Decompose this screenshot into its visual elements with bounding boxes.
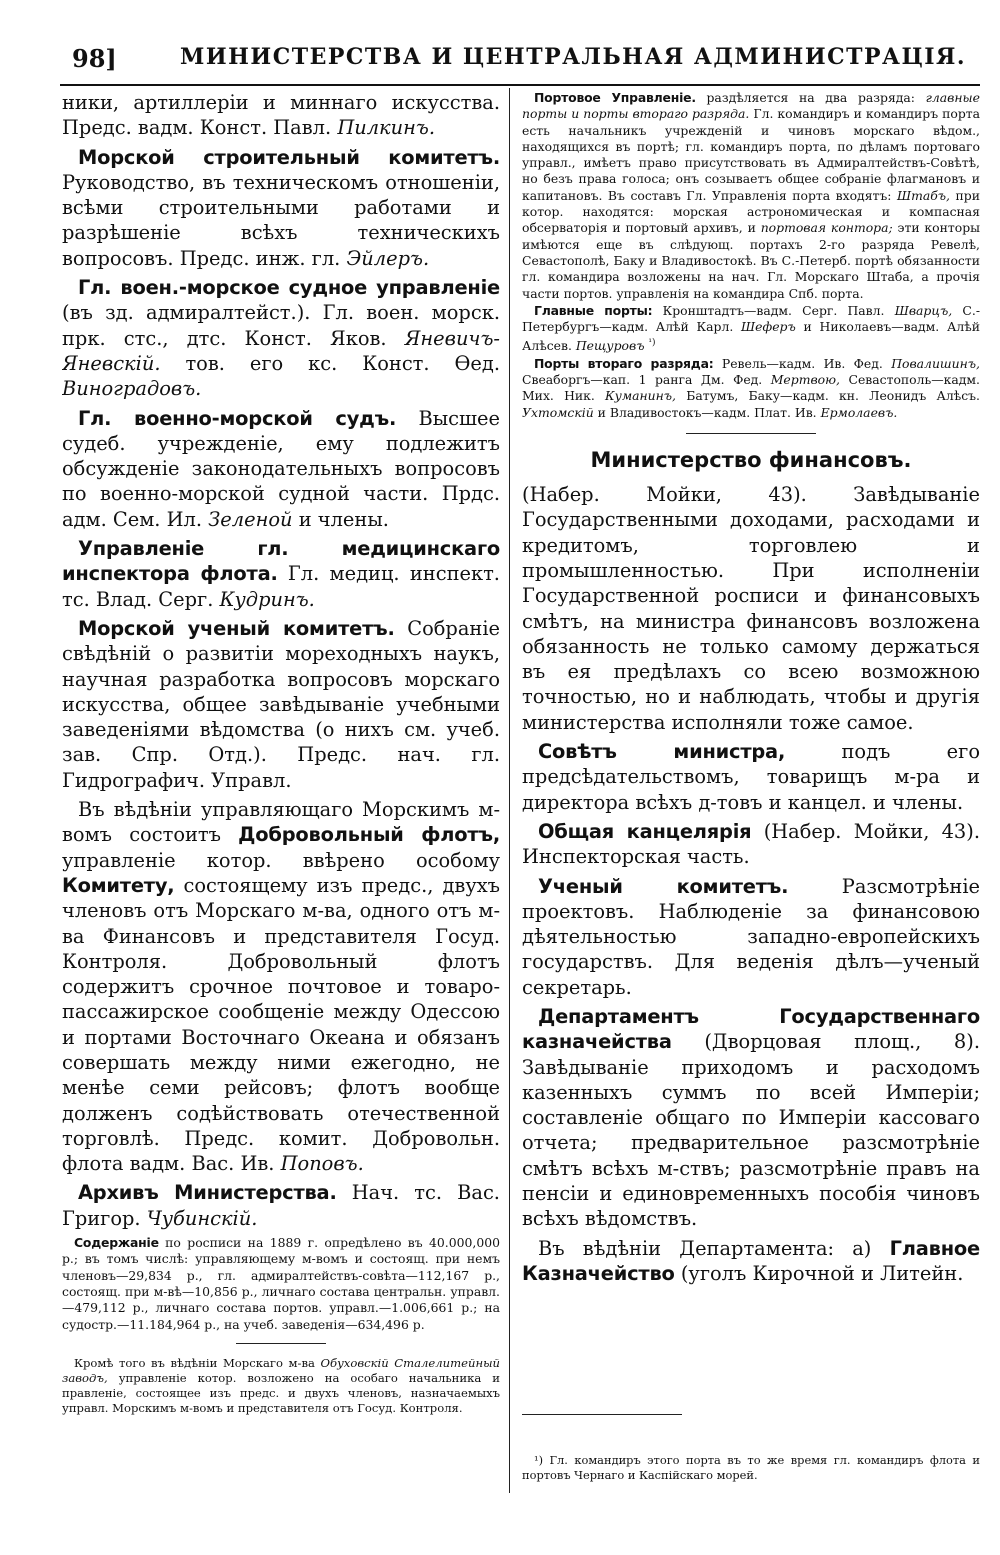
- paragraph-scholarly-committee: [522, 874, 980, 1000]
- text: Высшее судеб. учрежденіе, ему подлежитъ обсужденіе законодательныхъ вопросовъ по военно-морской судной части. Прдс. адм. Сем. Ил.: [62, 406, 500, 531]
- text: тов. его кс. Конст. Ѳед.: [185, 351, 500, 375]
- paragraph-general-chancellery: [522, 819, 980, 870]
- page-number: 98]: [72, 44, 117, 73]
- person-name: Шварцъ,: [894, 302, 953, 318]
- paragraph-finance-intro: [522, 482, 980, 735]
- person-name: Эйлеръ.: [346, 246, 430, 270]
- page-header: [60, 40, 980, 86]
- person-name: Повалишинъ,: [891, 355, 980, 371]
- text: при котор. находятся: морская астрономическая и компасная обсерваторія и портовый архивъ, и: [522, 187, 980, 236]
- paragraph-second-rank-ports: [522, 356, 980, 421]
- text: подъ его предсѣдательствомъ, товарищъ м-ра и директора всѣхъ д-товъ и канцел. и члены.: [522, 740, 980, 814]
- footnote: [522, 1453, 980, 1483]
- left-column: [62, 90, 504, 1527]
- text: состоящему изъ предс., двухъ членовъ отъ Морскаго м-ва, одного отъ м-ва Финансовъ и представителя Госуд. Контроля. Добровольный флотъ содержитъ срочное почтовое и товаро-пассажирское сообщеніе между Одессою и портами Восточнаго Океана и обязанъ совершать между ними ежегодно, не менѣе семи рейсовъ; флотъ вообще долженъ содѣйствовать отечественной торговлѣ. Предс. комит. Добровольн. флота вадм. Вас. Ив.: [62, 873, 501, 1176]
- paragraph-volunteer-fleet: [62, 797, 500, 1176]
- footnote-rule: [522, 1414, 682, 1415]
- entry-title: Гл. воен.-морское судное управленіе: [78, 276, 500, 300]
- entry-title: Главное Казначейство: [522, 1236, 980, 1285]
- entry-title: Комитету,: [62, 873, 175, 897]
- person-name: Яневичъ-Яневскій.: [62, 326, 500, 375]
- person-name: Шеферъ: [741, 319, 796, 335]
- entry-title: Главные порты:: [534, 302, 653, 318]
- entry-title: Портовое Управленіе.: [534, 90, 696, 105]
- person-name: Пещуровъ: [575, 338, 645, 354]
- person-name: Мертвою,: [770, 372, 840, 388]
- person-name: Ухтомскій: [522, 404, 594, 420]
- paragraph-continuation: [62, 90, 500, 141]
- paragraph-obukhov-plant: [62, 1356, 500, 1417]
- text: управленіе котор. возложено на особаго начальника и правленіе, состоящее изъ предс. и двухъ членовъ, назначаемыхъ управл. Морскимъ м-вомъ и представителя отъ Госуд. Контроля.: [62, 1371, 501, 1416]
- entry-title: Департаментъ Государственнаго казначейства: [522, 1005, 980, 1054]
- plant-name: Обуховскій Сталелитейный заводъ,: [62, 1355, 500, 1386]
- footnote-text: ¹) Гл. командиръ этого порта въ то же время гл. командиръ флота и портовъ Чернаго и Каспійскаго морей.: [522, 1453, 980, 1482]
- paragraph-medical-inspector: [62, 536, 500, 612]
- person-name: Кудринъ.: [219, 587, 315, 611]
- person-name: Поповъ.: [280, 1152, 364, 1176]
- paragraph-minister-council: [522, 739, 980, 815]
- paragraph-department-purview: [522, 1236, 980, 1287]
- text: Севастополь—кадм. Мих. Ник.: [522, 372, 980, 404]
- text: (Набер. Мойки, 43). Завѣдываніе Государственными доходами, расходами и кредитомъ, торговлею и промышленностью. При исполненіи Государственной росписи и финансовыхъ смѣтъ, на министра финансовъ возложена обязанность не только самому держаться въ ея предѣлахъ со всею возможною точностью, но и наблюдать, чтобы и другія министерства исполняли тоже самое.: [522, 483, 980, 734]
- entry-title: Морской ученый комитетъ.: [78, 616, 395, 640]
- paragraph-main-ports: [522, 303, 980, 355]
- paragraph-scientific-committee: [62, 616, 500, 793]
- text: ники, артиллеріи и миннаго искусства. Предс. вадм. Конст. Павл.: [62, 91, 500, 140]
- text: и Николаевъ—вадм. Алѣй Алѣсев.: [522, 319, 980, 354]
- text: (Набер. Мойки, 43). Инспекторская часть.: [522, 819, 980, 869]
- italic-text: Штабъ,: [896, 187, 950, 203]
- text: по росписи на 1889 г. опредѣлено въ 40.000,000 р.; въ томъ числѣ: управляющему м-вомъ и состоящ. при немъ членовъ—29,834 р., гл. адмиралтействъ-совѣта—112,167 р., состоящ. при м-вѣ—10,856 р., личнаго состава центральн. управл.—479,112 р., личнаго состава портов. управл.—1.006,661 р.; на судостр.—11.184,964 р., на учеб. заведенія—634,496 р.: [62, 1235, 500, 1332]
- paragraph-archive: [62, 1180, 500, 1231]
- paragraph-budget: [62, 1235, 500, 1333]
- entry-title: Содержаніе: [74, 1235, 159, 1251]
- text: эти конторы имѣются еще въ слѣдующ. портахъ 2-го разряда Ревелѣ, Севастополѣ, Баку и Владивостокѣ. Въ С.-Петерб. портѣ обязанности гл. командира возложены на нач. Гл. Морскаго Штаба, а прочія части портов. управленія на командира Спб. порта.: [522, 220, 980, 301]
- entry-title: Общая канцелярія: [538, 819, 752, 843]
- running-title: МИНИСТЕРСТВА И ЦЕНТРАЛЬНАЯ АДМИНИСТРАЦІЯ.: [180, 44, 967, 70]
- person-name: Ермолаевъ.: [820, 404, 898, 420]
- text: и члены.: [298, 507, 389, 531]
- entry-title: Архивъ Министерства.: [78, 1181, 337, 1205]
- section-title: Министерство финансовъ.: [590, 448, 912, 473]
- paragraph-construction-committee: [62, 145, 500, 271]
- entry-title: Управленіе гл. медицинскаго инспектора флота.: [62, 537, 500, 586]
- text: Свеаборгъ—кап. 1 ранга Дм. Фед.: [522, 372, 763, 388]
- paragraph-port-admin: [522, 90, 980, 302]
- person-name: Куманинъ,: [605, 388, 676, 404]
- text: Въ вѣдѣніи Департамента: а): [538, 1236, 872, 1260]
- text: С.-Петербургъ—кадм. Алѣй Карл.: [522, 302, 980, 335]
- entry-title: Добровольный флотъ,: [238, 823, 500, 847]
- separator-rule: [686, 433, 816, 434]
- paragraph-naval-court: [62, 406, 500, 532]
- person-name: Виноградовъ.: [62, 377, 202, 401]
- text: Руководство, въ техническомъ отношеніи, всѣми строительными работами и разрѣшеніе всѣхъ техническихъ вопросовъ. Предс. инж. гл.: [62, 170, 500, 270]
- entry-title: Морской строительный комитетъ.: [78, 145, 500, 169]
- italic-text: главные порты и порты втораго разряда.: [522, 90, 980, 122]
- person-name: Пилкинъ.: [337, 116, 435, 140]
- text: раздѣляется на два разряда:: [706, 90, 915, 105]
- entry-title: Ученый комитетъ.: [538, 874, 789, 898]
- text: и Владивостокъ—кадм. Плат. Ив.: [597, 404, 817, 420]
- text: Въ вѣдѣніи управляющаго Морскимъ м-вомъ состоитъ: [62, 798, 500, 847]
- text: (уголъ Кирочной и Литейн.: [680, 1261, 964, 1285]
- italic-text: портовая контора;: [760, 220, 893, 236]
- text: Гл. медиц. инспект. тс. Влад. Серг.: [62, 562, 500, 611]
- text: управленіе котор. ввѣрено особому: [62, 848, 500, 872]
- separator-rule: [236, 1343, 326, 1344]
- text: Разсмотрѣніе проектовъ. Наблюденіе за финансовою дѣятельностью западно-европейскихъ государствъ. Для веденія дѣлъ—ученый секретарь.: [522, 874, 980, 999]
- person-name: Чубинскій.: [146, 1206, 258, 1230]
- text: Ревель—кадм. Ив. Фед.: [721, 355, 883, 371]
- paragraph-naval-judicial-admin: [62, 275, 500, 401]
- paragraph-treasury-department: [522, 1004, 980, 1232]
- right-column: [516, 90, 980, 1527]
- text: Батумъ, Баку—кадм. кн. Леонидъ Алѣсъ.: [686, 388, 980, 404]
- text: Гл. командиръ и командиръ порта есть начальникъ учрежденій и чиновъ морскаго вѣдом., находящихся въ портѣ; гл. командиръ порта, по дѣламъ портоваго управл., имѣетъ право присутствовать въ Адмиралтействъ-Совѣтѣ, но безъ права голоса; онъ созываетъ общее собраніе флагмановъ и капитановъ. Въ составъ Гл. Управленія порта входятъ:: [522, 106, 980, 203]
- entry-title: Совѣтъ министра,: [538, 740, 786, 764]
- text: Нач. тс. Вас. Григор.: [62, 1181, 500, 1230]
- text: (въ зд. адмиралтейст.). Гл. воен. морск. прк. стс., дтс. Конст. Яков.: [62, 301, 500, 350]
- person-name: Зеленой: [208, 507, 293, 531]
- text: (Дворцовая площ., 8). Завѣдываніе приходомъ и расходомъ казенныхъ суммъ по всей Имперіи; составленіе общаго по Имперіи кассоваго отчета; предварительное разсмотрѣніе смѣтъ всѣхъ м-ствъ; разсмотрѣніе правъ на пенсіи и единовременныхъ пособія чиновъ всѣхъ вѣдомствъ.: [522, 1030, 980, 1231]
- footnote-ref: ¹): [648, 338, 656, 349]
- entry-title: Порты втораго разряда:: [534, 355, 714, 371]
- text: Кромѣ того въ вѣдѣніи Морскаго м-ва: [74, 1355, 315, 1370]
- column-divider: [509, 88, 510, 1493]
- text: Кронштадтъ—вадм. Серг. Павл.: [662, 302, 885, 318]
- entry-title: Гл. военно-морской судъ.: [78, 406, 397, 430]
- text: Собраніе свѣдѣній о развитіи мореходныхъ наукъ, научная разработка вопросовъ морскаго искусства, общее завѣдываніе учебными заведеніями вѣдомства (о нихъ см. учеб. зав. Спр. Отд.). Предс. нач. гл. Гидрографич. Управл.: [62, 616, 500, 792]
